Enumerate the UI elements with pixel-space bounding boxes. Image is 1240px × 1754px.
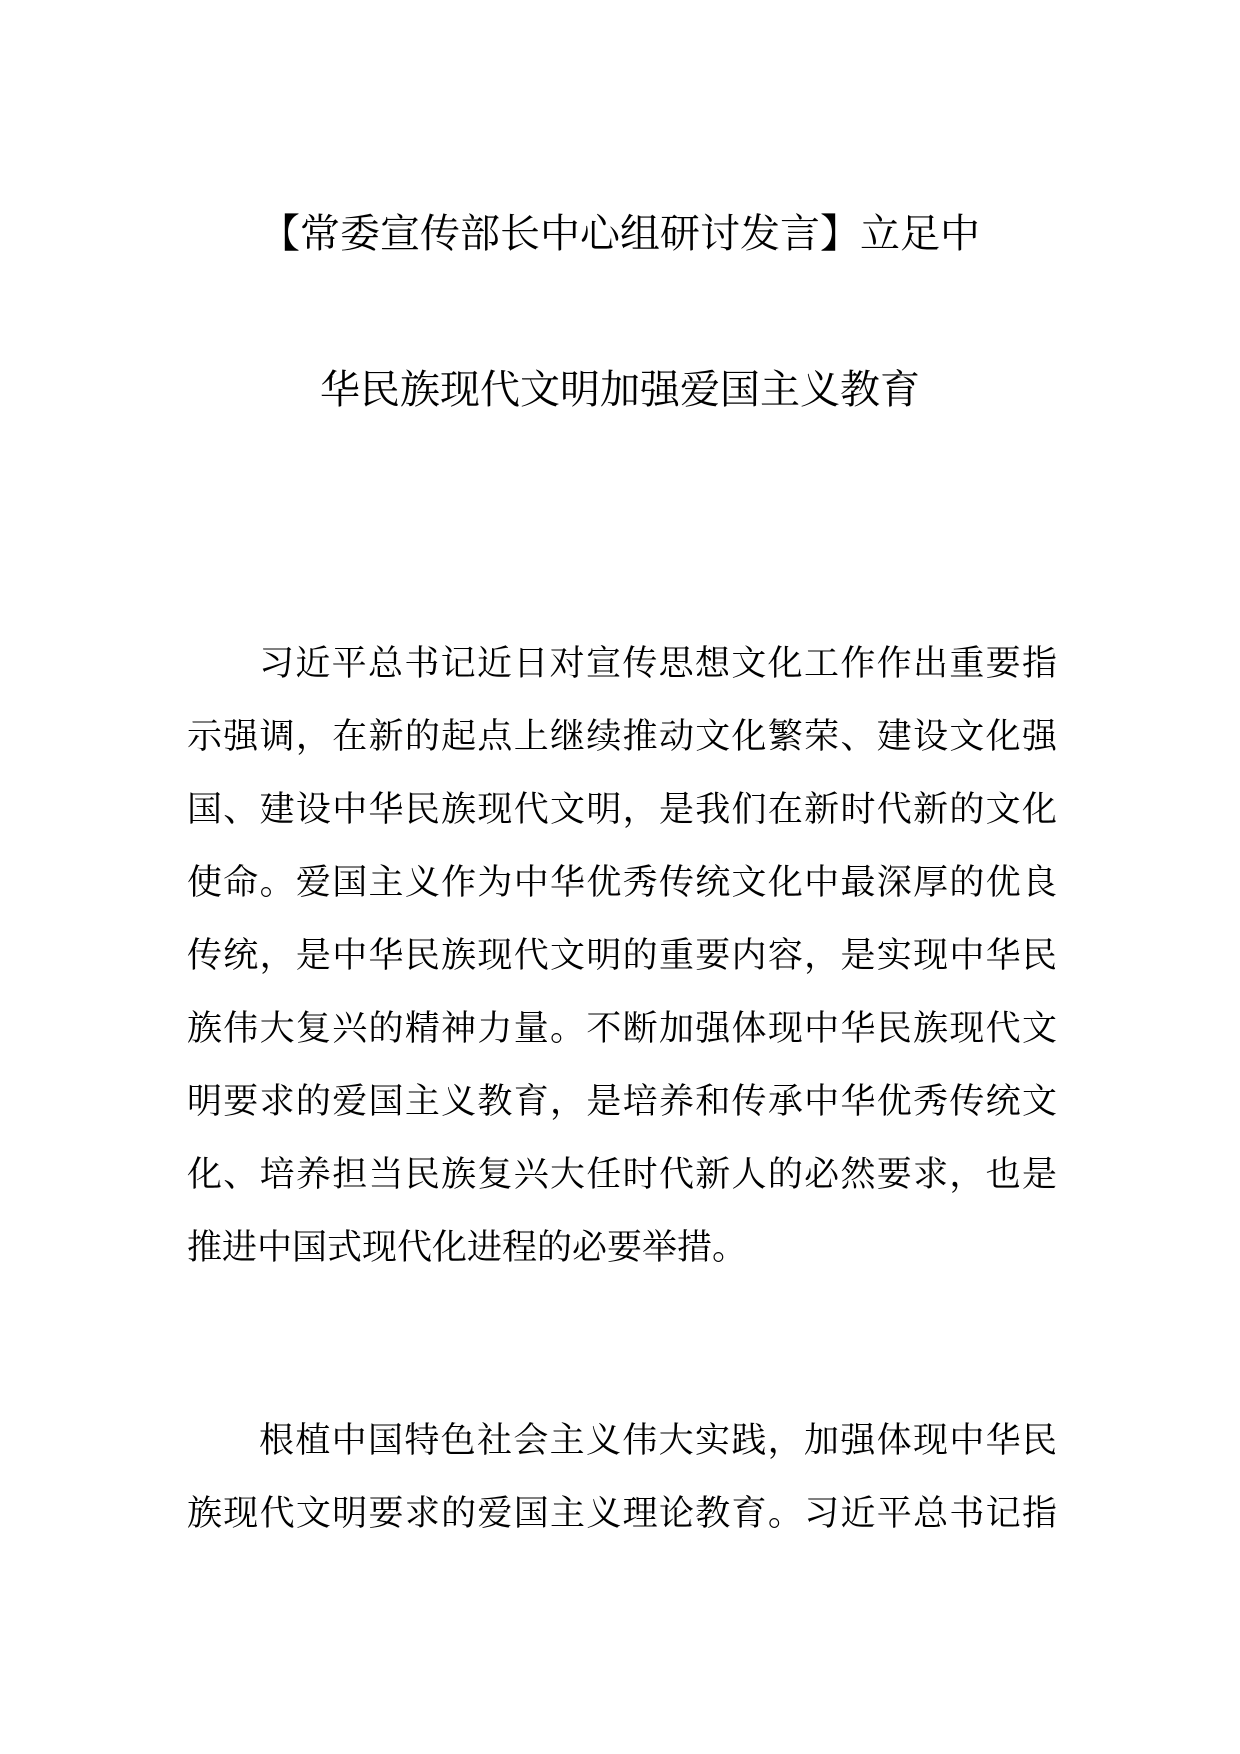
document-title-line-2: 华民族现代文明加强爱国主义教育	[320, 367, 920, 413]
paragraph-line: 根植中国特色社会主义伟大实践，加强体现中华民	[259, 1421, 1057, 1461]
paragraph-line: 使命。爱国主义作为中华优秀传统文化中最深厚的优良	[187, 863, 1057, 903]
paragraph-line: 习近平总书记近日对宣传思想文化工作作出重要指	[259, 644, 1057, 684]
paragraph-line: 族现代文明要求的爱国主义理论教育。习近平总书记指	[187, 1494, 1057, 1534]
body-paragraph-1	[187, 628, 1057, 1285]
paragraph-line: 化、培养担当民族复兴大任时代新人的必然要求，也是	[187, 1155, 1057, 1195]
paragraph-line: 国、建设中华民族现代文明，是我们在新时代新的文化	[187, 790, 1057, 830]
body-paragraph-2	[187, 1405, 1057, 1551]
paragraph-line: 推进中国式现代化进程的必要举措。	[187, 1228, 748, 1268]
paragraph-line: 明要求的爱国主义教育，是培养和传承中华优秀传统文	[187, 1082, 1057, 1122]
paragraph-line: 示强调，在新的起点上继续推动文化繁荣、建设文化强	[187, 717, 1057, 757]
document-title-line-1: 【常委宣传部长中心组研讨发言】立足中	[260, 211, 980, 257]
paragraph-line: 传统，是中华民族现代文明的重要内容，是实现中华民	[187, 936, 1057, 976]
paragraph-line: 族伟大复兴的精神力量。不断加强体现中华民族现代文	[187, 1009, 1057, 1049]
